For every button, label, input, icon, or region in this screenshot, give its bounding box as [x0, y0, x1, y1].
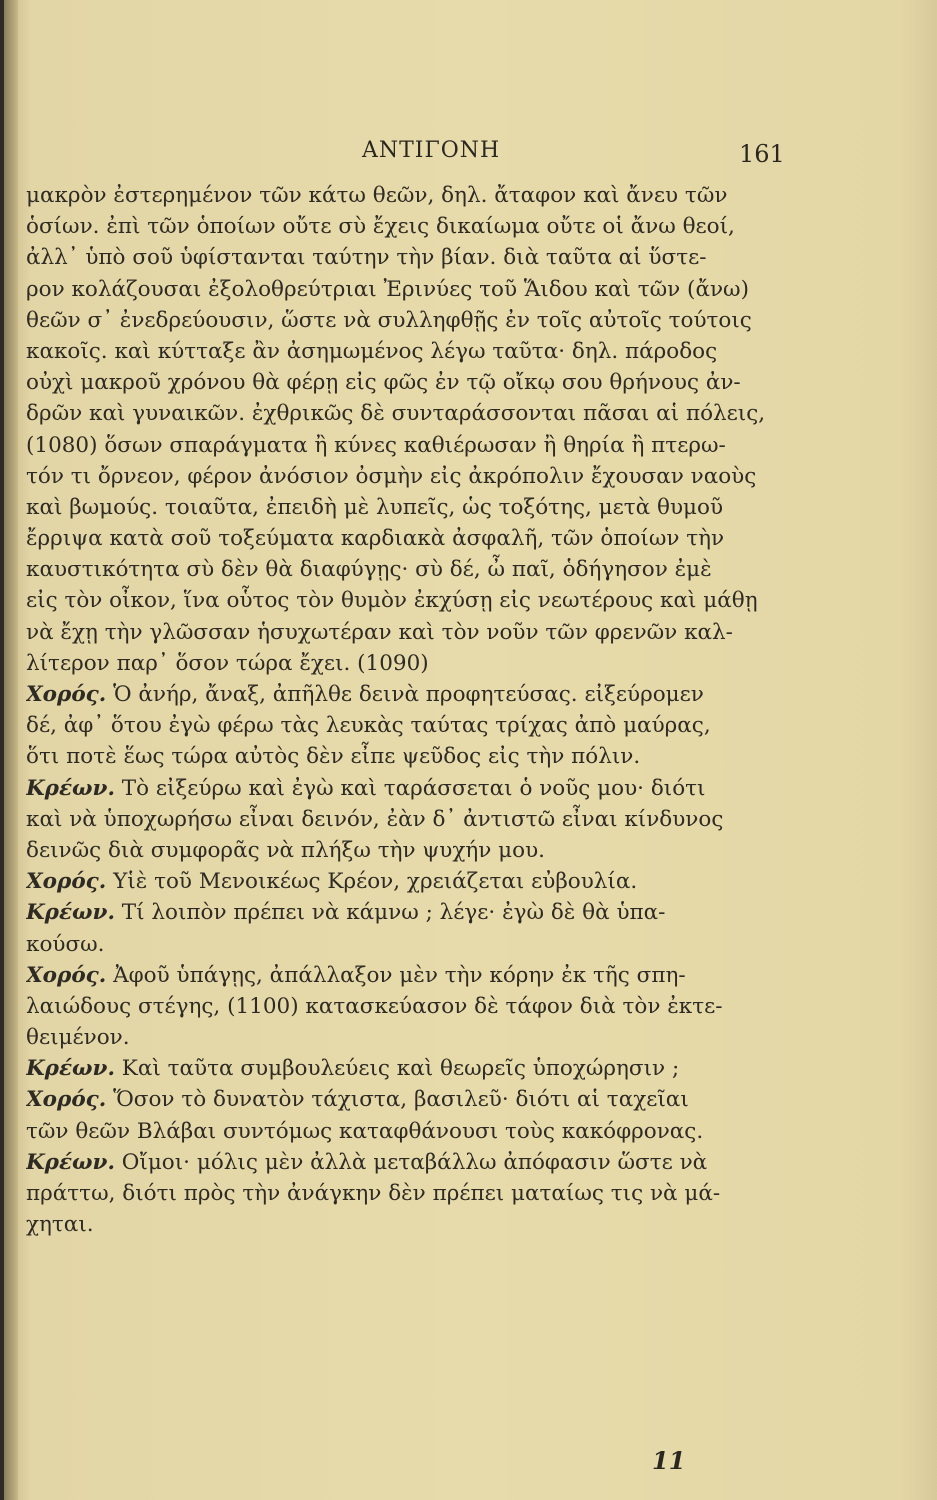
- text-line: [26, 648, 786, 679]
- line-text: Τὸ εἰξεύρω καὶ ἐγὼ καὶ ταράσσεται ὁ νοῦς μου· διότι: [114, 775, 706, 801]
- text-line: [26, 741, 786, 772]
- speaker-name: Κρέων.: [26, 900, 115, 926]
- line-text: θεῶν σ᾽ ἐνεδρεύουσιν, ὥστε νὰ συλληφθῇς ἐν τοῖς αὐτοῖς τούτοις: [26, 307, 752, 333]
- line-text: ρον κολάζουσαι ἐξολοθρεύτριαι Ἐρινύες τοῦ Ἅιδου καὶ τῶν (ἄνω): [26, 276, 749, 302]
- speaker-line: [26, 1053, 786, 1084]
- line-text: οὐχὶ μακροῦ χρόνου θὰ φέρῃ εἰς φῶς ἐν τῷ οἴκῳ σου θρήνους ἀν-: [26, 370, 741, 396]
- line-text: κακοῖς. καὶ κύτταξε ἂν ἀσημωμένος λέγω ταῦτα· δηλ. πάροδος: [26, 338, 718, 364]
- line-text: Οἴμοι· μόλις μὲν ἀλλὰ μεταβάλλω ἀπόφασιν ὥστε νὰ: [114, 1149, 708, 1175]
- text-line: [26, 336, 786, 367]
- line-text: τόν τι ὄρνεον, φέρον ἀνόσιον ὀσμὴν εἰς ἀκρόπολιν ἔχουσαν ναοὺς: [26, 463, 757, 489]
- speaker-line: [26, 866, 786, 897]
- text-line: [26, 305, 786, 336]
- text-line: [26, 461, 786, 492]
- line-text: μακρὸν ἐστερημένον τῶν κάτω θεῶν, δηλ. ἄταφον καὶ ἄνευ τῶν: [26, 183, 728, 208]
- line-text: θειμένον.: [26, 1025, 130, 1051]
- text-line: [26, 367, 786, 398]
- text-line: [26, 180, 786, 211]
- line-text: Τί λοιπὸν πρέπει νὰ κάμνω ; λέγε· ἐγὼ δὲ θὰ ὑπα-: [114, 900, 666, 926]
- line-text: κούσω.: [26, 931, 105, 957]
- line-text: Υἱὲ τοῦ Μενοικέως Κρέον, χρειάζεται εὐβουλία.: [106, 869, 638, 895]
- line-text: ἀλλ᾽ ὑπὸ σοῦ ὑφίστανται ταύτην τὴν βίαν. διὰ ταῦτα αἱ ὕστε-: [26, 245, 707, 271]
- text-line: [26, 804, 786, 835]
- text-line: [26, 929, 786, 960]
- line-text: καὶ νὰ ὑποχωρήσω εἶναι δεινόν, ἐὰν δ᾽ ἀντιστῶ εἶναι κίνδυνος: [26, 806, 724, 832]
- text-line: [26, 523, 786, 554]
- line-text: εἰς τὸν οἶκον, ἵνα οὗτος τὸν θυμὸν ἐκχύσῃ εἰς νεωτέρους καὶ μάθῃ: [26, 588, 758, 614]
- line-text: Καὶ ταῦτα συμβουλεύεις καὶ θεωρεῖς ὑποχώρησιν ;: [114, 1056, 680, 1082]
- speaker-line: [26, 1147, 786, 1178]
- text-line: [26, 211, 786, 242]
- binding-gutter: [4, 0, 18, 1500]
- line-text: ὅτι ποτὲ ἕως τώρα αὐτὸς δὲν εἶπε ψεῦδος εἰς τὴν πόλιν.: [26, 744, 641, 770]
- text-line: [26, 991, 786, 1022]
- line-text: Ὁ ἀνήρ, ἄναξ, ἀπῆλθε δεινὰ προφητεύσας. εἰξεύρομεν: [106, 682, 704, 707]
- line-text: Ὅσον τὸ δυνατὸν τάχιστα, βασιλεῦ· διότι αἱ ταχεῖαι: [106, 1087, 689, 1113]
- speaker-line: [26, 960, 786, 991]
- text-line: [26, 1209, 786, 1240]
- text-line: [26, 617, 786, 648]
- line-text: δέ, ἀφ᾽ ὅτου ἐγὼ φέρω τὰς λευκὰς ταύτας τρίχας ἀπὸ μαύρας,: [26, 713, 711, 739]
- line-text: δεινῶς διὰ συμφορᾶς νὰ πλήξω τὴν ψυχήν μου.: [26, 837, 545, 863]
- text-line: [26, 242, 786, 273]
- speaker-line: [26, 897, 786, 928]
- line-text: χηται.: [26, 1212, 94, 1238]
- text-line: [26, 492, 786, 523]
- line-text: καυστικότητα σὺ δὲν θὰ διαφύγῃς· σὺ δέ, ὦ παῖ, ὁδήγησον ἐμὲ: [26, 557, 712, 583]
- book-page: [4, 0, 937, 1500]
- line-text: λαιώδους στέγης, (1100) κατασκεύασον δὲ τάφον διὰ τὸν ἐκτε-: [26, 993, 723, 1019]
- line-text: Ἀφοῦ ὑπάγῃς, ἀπάλλαξον μὲν τὴν κόρην ἐκ τῆς σπη-: [106, 962, 686, 988]
- speaker-name: Χορός.: [26, 869, 107, 895]
- signature-mark: 11: [652, 1446, 686, 1475]
- speaker-line: [26, 773, 786, 804]
- speaker-line: [26, 679, 786, 710]
- speaker-name: Κρέων.: [26, 1056, 115, 1082]
- text-line: [26, 398, 786, 429]
- text-line: [26, 1116, 786, 1147]
- speaker-name: Χορός.: [26, 1087, 107, 1113]
- speaker-name: Χορός.: [26, 962, 107, 988]
- line-text: καὶ βωμούς. τοιαῦτα, ἐπειδὴ μὲ λυπεῖς, ὡς τοξότης, μετὰ θυμοῦ: [26, 494, 724, 520]
- text-line: [26, 1178, 786, 1209]
- running-title: ΑΝΤΙΓΟΝΗ: [362, 138, 501, 163]
- line-text: νὰ ἔχῃ τὴν γλῶσσαν ἡσυχωτέραν καὶ τὸν νοῦν τῶν φρενῶν καλ-: [26, 619, 733, 645]
- text-line: [26, 274, 786, 305]
- line-text: δρῶν καὶ γυναικῶν. ἐχθρικῶς δὲ συνταράσσονται πᾶσαι αἱ πόλεις,: [26, 401, 766, 427]
- line-text: τῶν θεῶν Βλάβαι συντόμως καταφθάνουσι τοὺς κακόφρονας.: [26, 1118, 704, 1144]
- text-line: [26, 835, 786, 866]
- speaker-name: Κρέων.: [26, 775, 115, 801]
- page-number: 161: [739, 140, 785, 168]
- line-text: ἔρριψα κατὰ σοῦ τοξεύματα καρδιακὰ ἀσφαλῆ, τῶν ὁποίων τὴν: [26, 526, 725, 552]
- line-text: λίτερον παρ᾽ ὅσον τώρα ἔχει. (1090): [26, 650, 429, 676]
- line-text: πράττω, διότι πρὸς τὴν ἀνάγκην δὲν πρέπει ματαίως τις νὰ μά-: [26, 1181, 721, 1206]
- line-text: (1080) ὅσων σπαράγματα ἢ κύνες καθιέρωσαν ἢ θηρία ἢ πτερω-: [26, 432, 726, 458]
- text-line: [26, 554, 786, 585]
- page-header: [4, 138, 937, 178]
- line-text: ὁσίων. ἐπὶ τῶν ὁποίων οὔτε σὺ ἔχεις δικαίωμα οὔτε οἱ ἄνω θεοί,: [26, 214, 735, 240]
- text-line: [26, 1022, 786, 1053]
- text-line: [26, 710, 786, 741]
- speaker-line: [26, 1084, 786, 1115]
- text-line: [26, 585, 786, 616]
- speaker-name: Χορός.: [26, 682, 107, 707]
- text-body: [26, 180, 786, 1240]
- text-line: [26, 430, 786, 461]
- speaker-name: Κρέων.: [26, 1149, 115, 1175]
